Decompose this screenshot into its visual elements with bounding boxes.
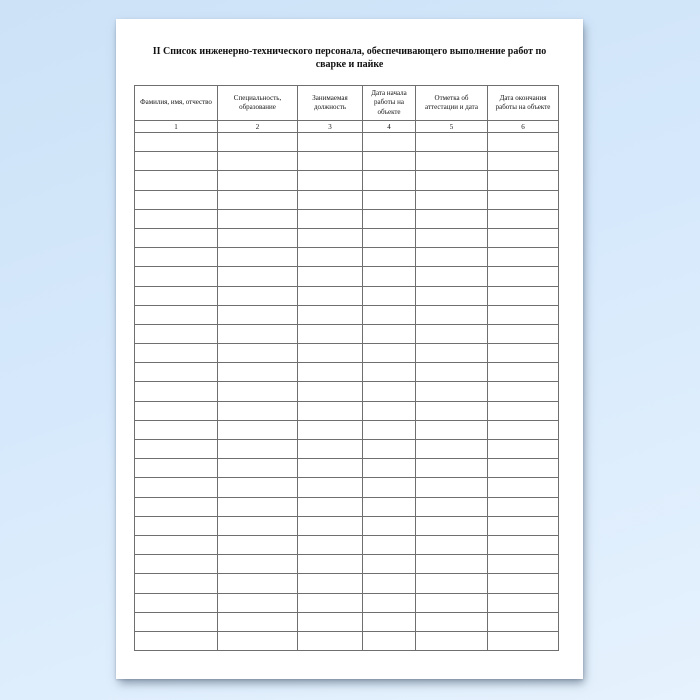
empty-cell <box>218 593 298 612</box>
empty-cell <box>416 459 488 478</box>
empty-cell <box>488 516 559 535</box>
empty-cell <box>416 248 488 267</box>
empty-cell <box>298 574 363 593</box>
empty-cell <box>416 152 488 171</box>
empty-cell <box>135 171 218 190</box>
table-row <box>135 305 559 324</box>
empty-cell <box>363 344 416 363</box>
empty-cell <box>218 535 298 554</box>
empty-cell <box>135 420 218 439</box>
empty-cell <box>363 516 416 535</box>
empty-cell <box>218 440 298 459</box>
empty-cell <box>218 344 298 363</box>
column-number: 5 <box>416 121 488 133</box>
table-row <box>135 516 559 535</box>
empty-cell <box>218 516 298 535</box>
empty-cell <box>488 574 559 593</box>
empty-cell <box>298 516 363 535</box>
table-row <box>135 440 559 459</box>
empty-cell <box>135 497 218 516</box>
empty-cell <box>416 535 488 554</box>
empty-cell <box>363 267 416 286</box>
column-number: 3 <box>298 121 363 133</box>
table-row <box>135 401 559 420</box>
empty-cell <box>363 133 416 152</box>
empty-cell <box>488 440 559 459</box>
empty-cell <box>135 209 218 228</box>
table-row <box>135 459 559 478</box>
empty-cell <box>135 459 218 478</box>
empty-cell <box>135 555 218 574</box>
empty-cell <box>298 267 363 286</box>
empty-cell <box>416 401 488 420</box>
column-header-certification: Отметка об аттестации и дата <box>416 86 488 121</box>
column-number: 1 <box>135 121 218 133</box>
empty-cell <box>298 286 363 305</box>
table-row <box>135 133 559 152</box>
empty-cell <box>416 516 488 535</box>
table-header-row <box>135 86 559 121</box>
empty-cell <box>363 209 416 228</box>
empty-cell <box>135 305 218 324</box>
empty-cell <box>416 440 488 459</box>
empty-cell <box>135 324 218 343</box>
empty-cell <box>488 267 559 286</box>
empty-cell <box>135 267 218 286</box>
empty-cell <box>218 248 298 267</box>
empty-cell <box>135 478 218 497</box>
empty-cell <box>218 401 298 420</box>
empty-cell <box>298 497 363 516</box>
empty-cell <box>416 133 488 152</box>
empty-cell <box>416 363 488 382</box>
empty-cell <box>218 305 298 324</box>
column-number: 2 <box>218 121 298 133</box>
empty-cell <box>298 478 363 497</box>
empty-cell <box>298 612 363 631</box>
empty-cell <box>363 382 416 401</box>
empty-cell <box>363 459 416 478</box>
empty-cell <box>416 228 488 247</box>
empty-cell <box>363 286 416 305</box>
empty-cell <box>416 420 488 439</box>
empty-cell <box>363 440 416 459</box>
empty-cell <box>488 478 559 497</box>
empty-cell <box>363 612 416 631</box>
table-row <box>135 190 559 209</box>
empty-cell <box>298 631 363 650</box>
empty-cell <box>218 228 298 247</box>
empty-cell <box>135 535 218 554</box>
empty-cell <box>363 305 416 324</box>
empty-cell <box>218 363 298 382</box>
empty-cell <box>488 305 559 324</box>
empty-cell <box>416 631 488 650</box>
empty-cell <box>298 593 363 612</box>
empty-cell <box>135 593 218 612</box>
empty-cell <box>298 228 363 247</box>
empty-cell <box>135 286 218 305</box>
table-row <box>135 344 559 363</box>
empty-cell <box>298 171 363 190</box>
empty-cell <box>416 267 488 286</box>
empty-cell <box>363 478 416 497</box>
column-header-end-date: Дата окончания работы на объекте <box>488 86 559 121</box>
table-row <box>135 228 559 247</box>
table-row <box>135 324 559 343</box>
empty-cell <box>135 631 218 650</box>
empty-cell <box>488 555 559 574</box>
empty-cell <box>363 574 416 593</box>
empty-cell <box>218 152 298 171</box>
empty-cell <box>218 286 298 305</box>
empty-cell <box>218 209 298 228</box>
empty-cell <box>218 133 298 152</box>
empty-cell <box>218 171 298 190</box>
table-row <box>135 593 559 612</box>
table-row <box>135 612 559 631</box>
column-number: 6 <box>488 121 559 133</box>
empty-cell <box>298 459 363 478</box>
empty-cell <box>416 305 488 324</box>
table-row <box>135 631 559 650</box>
empty-cell <box>416 612 488 631</box>
empty-cell <box>298 344 363 363</box>
empty-cell <box>488 209 559 228</box>
table-row <box>135 209 559 228</box>
empty-cell <box>298 305 363 324</box>
empty-cell <box>298 440 363 459</box>
empty-cell <box>298 535 363 554</box>
empty-cell <box>135 248 218 267</box>
empty-cell <box>416 497 488 516</box>
empty-cell <box>298 555 363 574</box>
empty-cell <box>488 612 559 631</box>
empty-cell <box>135 516 218 535</box>
empty-cell <box>488 459 559 478</box>
table-row <box>135 382 559 401</box>
empty-cell <box>488 401 559 420</box>
empty-cell <box>488 133 559 152</box>
empty-cell <box>218 324 298 343</box>
empty-cell <box>363 555 416 574</box>
empty-cell <box>488 593 559 612</box>
empty-cell <box>218 555 298 574</box>
table-row <box>135 363 559 382</box>
empty-cell <box>416 324 488 343</box>
table-row <box>135 555 559 574</box>
table-row <box>135 535 559 554</box>
table-row <box>135 497 559 516</box>
empty-cell <box>363 324 416 343</box>
empty-cell <box>416 382 488 401</box>
column-header-specialty: Специальность, образование <box>218 86 298 121</box>
empty-cell <box>363 631 416 650</box>
column-number-row <box>135 121 559 133</box>
empty-cell <box>488 248 559 267</box>
empty-cell <box>488 152 559 171</box>
table-row <box>135 171 559 190</box>
column-header-start-date: Дата начала работы на объекте <box>363 86 416 121</box>
empty-cell <box>363 497 416 516</box>
document-page <box>116 19 583 679</box>
empty-cell <box>135 190 218 209</box>
table-row <box>135 267 559 286</box>
empty-cell <box>135 440 218 459</box>
empty-cell <box>363 535 416 554</box>
empty-cell <box>416 574 488 593</box>
table-row <box>135 420 559 439</box>
empty-cell <box>488 420 559 439</box>
empty-cell <box>135 363 218 382</box>
empty-cell <box>218 382 298 401</box>
empty-cell <box>363 401 416 420</box>
empty-cell <box>416 190 488 209</box>
empty-cell <box>298 152 363 171</box>
empty-cell <box>488 535 559 554</box>
table-row <box>135 286 559 305</box>
empty-cell <box>298 248 363 267</box>
empty-cell <box>363 190 416 209</box>
empty-cell <box>363 363 416 382</box>
empty-cell <box>135 401 218 420</box>
empty-cell <box>135 152 218 171</box>
empty-cell <box>416 171 488 190</box>
table-row <box>135 152 559 171</box>
empty-cell <box>488 497 559 516</box>
empty-cell <box>488 228 559 247</box>
empty-cell <box>218 267 298 286</box>
empty-cell <box>488 363 559 382</box>
empty-cell <box>416 593 488 612</box>
empty-cell <box>298 382 363 401</box>
empty-cell <box>218 574 298 593</box>
empty-cell <box>218 631 298 650</box>
personnel-table <box>134 85 559 651</box>
empty-cell <box>363 152 416 171</box>
table-row <box>135 478 559 497</box>
empty-cell <box>218 420 298 439</box>
empty-cell <box>218 497 298 516</box>
empty-cell <box>363 171 416 190</box>
empty-cell <box>218 612 298 631</box>
empty-cell <box>298 401 363 420</box>
empty-cell <box>488 324 559 343</box>
empty-cell <box>488 190 559 209</box>
empty-cell <box>416 344 488 363</box>
column-number: 4 <box>363 121 416 133</box>
empty-cell <box>135 612 218 631</box>
empty-cell <box>488 344 559 363</box>
empty-cell <box>416 286 488 305</box>
table-row <box>135 248 559 267</box>
column-header-position: Занимаемая должность <box>298 86 363 121</box>
empty-cell <box>298 363 363 382</box>
empty-cell <box>363 593 416 612</box>
column-header-name: Фамилия, имя, отчество <box>135 86 218 121</box>
empty-cell <box>218 459 298 478</box>
empty-cell <box>135 344 218 363</box>
empty-cell <box>363 248 416 267</box>
empty-cell <box>416 478 488 497</box>
empty-cell <box>218 478 298 497</box>
empty-cell <box>488 631 559 650</box>
empty-cell <box>298 190 363 209</box>
empty-cell <box>298 133 363 152</box>
empty-cell <box>135 133 218 152</box>
empty-cell <box>416 209 488 228</box>
empty-cell <box>218 190 298 209</box>
empty-cell <box>135 574 218 593</box>
empty-cell <box>488 286 559 305</box>
empty-cell <box>298 420 363 439</box>
empty-cell <box>488 171 559 190</box>
empty-cell <box>363 228 416 247</box>
empty-cell <box>298 209 363 228</box>
empty-cell <box>298 324 363 343</box>
table-row <box>135 574 559 593</box>
empty-cell <box>488 382 559 401</box>
empty-cell <box>416 555 488 574</box>
empty-cell <box>363 420 416 439</box>
empty-cell <box>135 382 218 401</box>
empty-cell <box>135 228 218 247</box>
document-title: II Список инженерно-технического персонала, обеспечивающего выполнение работ по сварке и пайке <box>152 46 547 70</box>
